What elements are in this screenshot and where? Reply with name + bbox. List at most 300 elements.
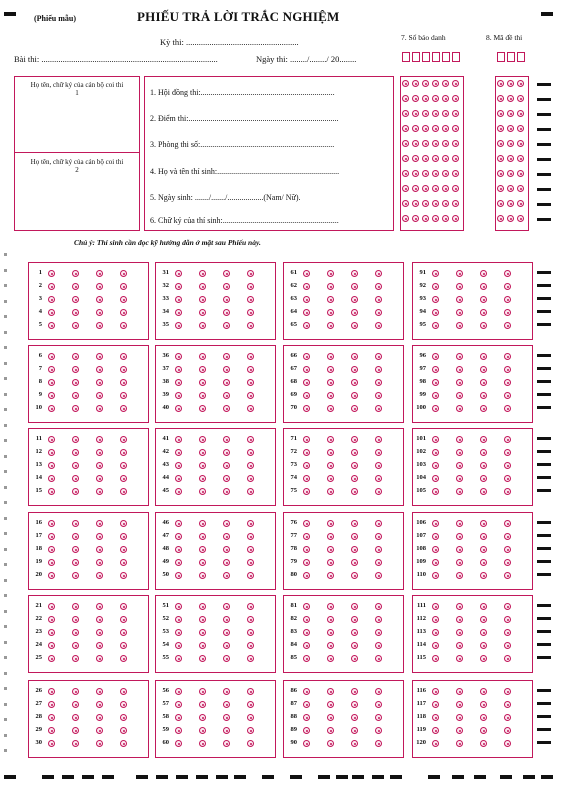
answer-bubble[interactable] xyxy=(327,462,334,469)
answer-bubble[interactable] xyxy=(480,603,487,610)
answer-bubble[interactable] xyxy=(247,688,254,695)
answer-bubble[interactable] xyxy=(375,642,382,649)
id-bubble[interactable] xyxy=(497,200,504,207)
answer-bubble[interactable] xyxy=(247,379,254,386)
id-bubble[interactable] xyxy=(442,140,449,147)
answer-bubble[interactable] xyxy=(223,322,230,329)
answer-bubble[interactable] xyxy=(351,488,358,495)
answer-bubble[interactable] xyxy=(303,309,310,316)
answer-bubble[interactable] xyxy=(375,353,382,360)
id-bubble[interactable] xyxy=(517,110,524,117)
id-bubble[interactable] xyxy=(402,125,409,132)
answer-bubble[interactable] xyxy=(456,462,463,469)
answer-bubble[interactable] xyxy=(175,353,182,360)
answer-bubble[interactable] xyxy=(456,296,463,303)
answer-bubble[interactable] xyxy=(247,405,254,412)
answer-bubble[interactable] xyxy=(504,714,511,721)
answer-bubble[interactable] xyxy=(223,727,230,734)
answer-bubble[interactable] xyxy=(456,701,463,708)
answer-bubble[interactable] xyxy=(72,405,79,412)
answer-bubble[interactable] xyxy=(175,740,182,747)
answer-bubble[interactable] xyxy=(96,296,103,303)
id-bubble[interactable] xyxy=(497,140,504,147)
answer-bubble[interactable] xyxy=(199,475,206,482)
answer-bubble[interactable] xyxy=(351,283,358,290)
answer-bubble[interactable] xyxy=(120,740,127,747)
answer-bubble[interactable] xyxy=(303,727,310,734)
answer-bubble[interactable] xyxy=(480,714,487,721)
id-bubble[interactable] xyxy=(432,140,439,147)
answer-bubble[interactable] xyxy=(120,642,127,649)
answer-bubble[interactable] xyxy=(120,727,127,734)
answer-bubble[interactable] xyxy=(199,533,206,540)
id-bubble[interactable] xyxy=(442,185,449,192)
answer-bubble[interactable] xyxy=(175,405,182,412)
digit-entry-box[interactable] xyxy=(442,52,450,62)
answer-bubble[interactable] xyxy=(120,296,127,303)
answer-bubble[interactable] xyxy=(432,392,439,399)
answer-bubble[interactable] xyxy=(247,462,254,469)
answer-bubble[interactable] xyxy=(456,629,463,636)
id-bubble[interactable] xyxy=(432,155,439,162)
answer-bubble[interactable] xyxy=(48,322,55,329)
answer-bubble[interactable] xyxy=(432,488,439,495)
answer-bubble[interactable] xyxy=(199,296,206,303)
id-bubble[interactable] xyxy=(507,185,514,192)
answer-bubble[interactable] xyxy=(480,353,487,360)
answer-bubble[interactable] xyxy=(480,701,487,708)
id-bubble[interactable] xyxy=(412,215,419,222)
answer-bubble[interactable] xyxy=(480,727,487,734)
answer-bubble[interactable] xyxy=(303,616,310,623)
answer-bubble[interactable] xyxy=(351,546,358,553)
answer-bubble[interactable] xyxy=(247,392,254,399)
answer-bubble[interactable] xyxy=(175,572,182,579)
answer-bubble[interactable] xyxy=(48,309,55,316)
id-bubble[interactable] xyxy=(507,170,514,177)
answer-bubble[interactable] xyxy=(96,714,103,721)
answer-bubble[interactable] xyxy=(96,727,103,734)
answer-bubble[interactable] xyxy=(504,309,511,316)
id-bubble[interactable] xyxy=(402,80,409,87)
answer-bubble[interactable] xyxy=(456,616,463,623)
answer-bubble[interactable] xyxy=(351,462,358,469)
answer-bubble[interactable] xyxy=(375,701,382,708)
answer-bubble[interactable] xyxy=(456,392,463,399)
answer-bubble[interactable] xyxy=(456,688,463,695)
answer-bubble[interactable] xyxy=(223,701,230,708)
answer-bubble[interactable] xyxy=(351,629,358,636)
answer-bubble[interactable] xyxy=(504,546,511,553)
answer-bubble[interactable] xyxy=(175,520,182,527)
answer-bubble[interactable] xyxy=(96,475,103,482)
answer-bubble[interactable] xyxy=(199,366,206,373)
answer-bubble[interactable] xyxy=(432,436,439,443)
id-bubble[interactable] xyxy=(497,185,504,192)
answer-bubble[interactable] xyxy=(199,603,206,610)
answer-bubble[interactable] xyxy=(303,462,310,469)
answer-bubble[interactable] xyxy=(175,603,182,610)
answer-bubble[interactable] xyxy=(223,714,230,721)
answer-bubble[interactable] xyxy=(72,740,79,747)
answer-bubble[interactable] xyxy=(120,488,127,495)
digit-entry-box[interactable] xyxy=(432,52,440,62)
id-bubble[interactable] xyxy=(452,170,459,177)
id-bubble[interactable] xyxy=(497,80,504,87)
id-bubble[interactable] xyxy=(452,95,459,102)
id-bubble[interactable] xyxy=(452,140,459,147)
answer-bubble[interactable] xyxy=(432,296,439,303)
answer-bubble[interactable] xyxy=(120,366,127,373)
answer-bubble[interactable] xyxy=(223,629,230,636)
answer-bubble[interactable] xyxy=(72,616,79,623)
answer-bubble[interactable] xyxy=(375,714,382,721)
answer-bubble[interactable] xyxy=(247,642,254,649)
answer-bubble[interactable] xyxy=(432,727,439,734)
answer-bubble[interactable] xyxy=(223,405,230,412)
answer-bubble[interactable] xyxy=(96,546,103,553)
answer-bubble[interactable] xyxy=(223,488,230,495)
id-bubble[interactable] xyxy=(517,125,524,132)
answer-bubble[interactable] xyxy=(175,322,182,329)
answer-bubble[interactable] xyxy=(223,655,230,662)
answer-bubble[interactable] xyxy=(327,559,334,566)
answer-bubble[interactable] xyxy=(456,520,463,527)
answer-bubble[interactable] xyxy=(351,701,358,708)
id-bubble[interactable] xyxy=(422,185,429,192)
answer-bubble[interactable] xyxy=(375,559,382,566)
answer-bubble[interactable] xyxy=(504,642,511,649)
answer-bubble[interactable] xyxy=(375,436,382,443)
id-bubble[interactable] xyxy=(442,80,449,87)
answer-bubble[interactable] xyxy=(175,546,182,553)
answer-bubble[interactable] xyxy=(199,546,206,553)
answer-bubble[interactable] xyxy=(175,629,182,636)
answer-bubble[interactable] xyxy=(456,283,463,290)
answer-bubble[interactable] xyxy=(351,642,358,649)
answer-bubble[interactable] xyxy=(504,296,511,303)
answer-bubble[interactable] xyxy=(120,405,127,412)
answer-bubble[interactable] xyxy=(375,405,382,412)
answer-bubble[interactable] xyxy=(375,616,382,623)
id-bubble[interactable] xyxy=(452,155,459,162)
answer-bubble[interactable] xyxy=(456,353,463,360)
answer-bubble[interactable] xyxy=(199,688,206,695)
id-bubble[interactable] xyxy=(422,95,429,102)
answer-bubble[interactable] xyxy=(375,322,382,329)
answer-bubble[interactable] xyxy=(48,688,55,695)
answer-bubble[interactable] xyxy=(72,392,79,399)
answer-bubble[interactable] xyxy=(351,520,358,527)
id-bubble[interactable] xyxy=(507,80,514,87)
answer-bubble[interactable] xyxy=(327,727,334,734)
answer-bubble[interactable] xyxy=(327,296,334,303)
answer-bubble[interactable] xyxy=(504,462,511,469)
answer-bubble[interactable] xyxy=(223,366,230,373)
answer-bubble[interactable] xyxy=(120,688,127,695)
answer-bubble[interactable] xyxy=(247,701,254,708)
answer-bubble[interactable] xyxy=(351,603,358,610)
answer-bubble[interactable] xyxy=(96,379,103,386)
answer-bubble[interactable] xyxy=(120,475,127,482)
answer-bubble[interactable] xyxy=(327,322,334,329)
answer-bubble[interactable] xyxy=(303,449,310,456)
answer-bubble[interactable] xyxy=(327,379,334,386)
answer-bubble[interactable] xyxy=(72,353,79,360)
id-bubble[interactable] xyxy=(452,200,459,207)
answer-bubble[interactable] xyxy=(223,353,230,360)
answer-bubble[interactable] xyxy=(504,270,511,277)
answer-bubble[interactable] xyxy=(120,379,127,386)
answer-bubble[interactable] xyxy=(120,449,127,456)
answer-bubble[interactable] xyxy=(432,462,439,469)
answer-bubble[interactable] xyxy=(351,405,358,412)
answer-bubble[interactable] xyxy=(247,714,254,721)
digit-entry-box[interactable] xyxy=(402,52,410,62)
answer-bubble[interactable] xyxy=(223,688,230,695)
id-bubble[interactable] xyxy=(422,80,429,87)
answer-bubble[interactable] xyxy=(223,559,230,566)
answer-bubble[interactable] xyxy=(175,436,182,443)
id-bubble[interactable] xyxy=(422,200,429,207)
answer-bubble[interactable] xyxy=(96,629,103,636)
answer-bubble[interactable] xyxy=(96,520,103,527)
id-bubble[interactable] xyxy=(402,140,409,147)
answer-bubble[interactable] xyxy=(375,533,382,540)
answer-bubble[interactable] xyxy=(96,740,103,747)
answer-bubble[interactable] xyxy=(375,688,382,695)
answer-bubble[interactable] xyxy=(72,655,79,662)
answer-bubble[interactable] xyxy=(303,353,310,360)
answer-bubble[interactable] xyxy=(480,629,487,636)
answer-bubble[interactable] xyxy=(247,488,254,495)
answer-bubble[interactable] xyxy=(120,283,127,290)
answer-bubble[interactable] xyxy=(375,270,382,277)
answer-bubble[interactable] xyxy=(303,379,310,386)
answer-bubble[interactable] xyxy=(96,655,103,662)
answer-bubble[interactable] xyxy=(432,533,439,540)
id-bubble[interactable] xyxy=(412,200,419,207)
answer-bubble[interactable] xyxy=(199,309,206,316)
answer-bubble[interactable] xyxy=(504,283,511,290)
answer-bubble[interactable] xyxy=(48,283,55,290)
answer-bubble[interactable] xyxy=(247,296,254,303)
answer-bubble[interactable] xyxy=(327,688,334,695)
answer-bubble[interactable] xyxy=(175,642,182,649)
answer-bubble[interactable] xyxy=(199,520,206,527)
answer-bubble[interactable] xyxy=(480,475,487,482)
answer-bubble[interactable] xyxy=(96,533,103,540)
id-bubble[interactable] xyxy=(402,95,409,102)
answer-bubble[interactable] xyxy=(375,520,382,527)
answer-bubble[interactable] xyxy=(223,436,230,443)
id-bubble[interactable] xyxy=(412,170,419,177)
answer-bubble[interactable] xyxy=(504,520,511,527)
answer-bubble[interactable] xyxy=(432,572,439,579)
answer-bubble[interactable] xyxy=(303,366,310,373)
answer-bubble[interactable] xyxy=(480,366,487,373)
answer-bubble[interactable] xyxy=(199,655,206,662)
answer-bubble[interactable] xyxy=(120,309,127,316)
answer-bubble[interactable] xyxy=(375,546,382,553)
answer-bubble[interactable] xyxy=(199,727,206,734)
id-bubble[interactable] xyxy=(412,95,419,102)
answer-bubble[interactable] xyxy=(327,449,334,456)
answer-bubble[interactable] xyxy=(120,392,127,399)
answer-bubble[interactable] xyxy=(199,559,206,566)
id-bubble[interactable] xyxy=(517,215,524,222)
answer-bubble[interactable] xyxy=(247,283,254,290)
answer-bubble[interactable] xyxy=(375,740,382,747)
answer-bubble[interactable] xyxy=(223,270,230,277)
answer-bubble[interactable] xyxy=(96,572,103,579)
answer-bubble[interactable] xyxy=(303,546,310,553)
answer-bubble[interactable] xyxy=(327,366,334,373)
digit-entry-box[interactable] xyxy=(412,52,420,62)
id-bubble[interactable] xyxy=(507,95,514,102)
answer-bubble[interactable] xyxy=(351,436,358,443)
id-bubble[interactable] xyxy=(422,215,429,222)
answer-bubble[interactable] xyxy=(375,296,382,303)
answer-bubble[interactable] xyxy=(72,366,79,373)
answer-bubble[interactable] xyxy=(375,462,382,469)
answer-bubble[interactable] xyxy=(199,462,206,469)
answer-bubble[interactable] xyxy=(456,727,463,734)
answer-bubble[interactable] xyxy=(48,520,55,527)
answer-bubble[interactable] xyxy=(456,449,463,456)
answer-bubble[interactable] xyxy=(223,309,230,316)
answer-bubble[interactable] xyxy=(120,436,127,443)
answer-bubble[interactable] xyxy=(432,603,439,610)
id-bubble[interactable] xyxy=(517,200,524,207)
answer-bubble[interactable] xyxy=(303,559,310,566)
answer-bubble[interactable] xyxy=(480,283,487,290)
answer-bubble[interactable] xyxy=(199,270,206,277)
id-bubble[interactable] xyxy=(517,170,524,177)
answer-bubble[interactable] xyxy=(351,559,358,566)
answer-bubble[interactable] xyxy=(48,392,55,399)
answer-bubble[interactable] xyxy=(456,322,463,329)
answer-bubble[interactable] xyxy=(48,642,55,649)
answer-bubble[interactable] xyxy=(351,475,358,482)
answer-bubble[interactable] xyxy=(480,740,487,747)
answer-bubble[interactable] xyxy=(456,655,463,662)
answer-bubble[interactable] xyxy=(199,449,206,456)
answer-bubble[interactable] xyxy=(175,559,182,566)
answer-bubble[interactable] xyxy=(120,520,127,527)
answer-bubble[interactable] xyxy=(480,533,487,540)
answer-bubble[interactable] xyxy=(432,379,439,386)
id-bubble[interactable] xyxy=(432,170,439,177)
digit-entry-box[interactable] xyxy=(422,52,430,62)
answer-bubble[interactable] xyxy=(96,392,103,399)
answer-bubble[interactable] xyxy=(375,488,382,495)
answer-bubble[interactable] xyxy=(96,462,103,469)
answer-bubble[interactable] xyxy=(223,520,230,527)
answer-bubble[interactable] xyxy=(432,475,439,482)
answer-bubble[interactable] xyxy=(223,572,230,579)
answer-bubble[interactable] xyxy=(72,436,79,443)
answer-bubble[interactable] xyxy=(351,366,358,373)
answer-bubble[interactable] xyxy=(504,488,511,495)
answer-bubble[interactable] xyxy=(351,688,358,695)
answer-bubble[interactable] xyxy=(480,436,487,443)
answer-bubble[interactable] xyxy=(327,533,334,540)
answer-bubble[interactable] xyxy=(303,642,310,649)
answer-bubble[interactable] xyxy=(504,449,511,456)
id-bubble[interactable] xyxy=(432,125,439,132)
answer-bubble[interactable] xyxy=(96,436,103,443)
id-bubble[interactable] xyxy=(402,215,409,222)
answer-bubble[interactable] xyxy=(504,533,511,540)
answer-bubble[interactable] xyxy=(504,353,511,360)
answer-bubble[interactable] xyxy=(351,714,358,721)
answer-bubble[interactable] xyxy=(247,436,254,443)
answer-bubble[interactable] xyxy=(175,488,182,495)
answer-bubble[interactable] xyxy=(375,572,382,579)
answer-bubble[interactable] xyxy=(175,714,182,721)
answer-bubble[interactable] xyxy=(72,379,79,386)
answer-bubble[interactable] xyxy=(456,642,463,649)
id-bubble[interactable] xyxy=(442,125,449,132)
answer-bubble[interactable] xyxy=(303,688,310,695)
answer-bubble[interactable] xyxy=(72,572,79,579)
answer-bubble[interactable] xyxy=(72,546,79,553)
answer-bubble[interactable] xyxy=(72,462,79,469)
answer-bubble[interactable] xyxy=(223,392,230,399)
answer-bubble[interactable] xyxy=(72,520,79,527)
answer-bubble[interactable] xyxy=(199,629,206,636)
answer-bubble[interactable] xyxy=(504,616,511,623)
answer-bubble[interactable] xyxy=(96,366,103,373)
answer-bubble[interactable] xyxy=(303,270,310,277)
answer-bubble[interactable] xyxy=(175,449,182,456)
id-bubble[interactable] xyxy=(432,200,439,207)
answer-bubble[interactable] xyxy=(432,546,439,553)
answer-bubble[interactable] xyxy=(375,655,382,662)
id-bubble[interactable] xyxy=(452,80,459,87)
id-bubble[interactable] xyxy=(412,155,419,162)
answer-bubble[interactable] xyxy=(48,727,55,734)
answer-bubble[interactable] xyxy=(247,533,254,540)
answer-bubble[interactable] xyxy=(199,379,206,386)
answer-bubble[interactable] xyxy=(504,701,511,708)
answer-bubble[interactable] xyxy=(72,629,79,636)
id-bubble[interactable] xyxy=(432,80,439,87)
answer-bubble[interactable] xyxy=(303,296,310,303)
id-bubble[interactable] xyxy=(497,125,504,132)
answer-bubble[interactable] xyxy=(199,616,206,623)
answer-bubble[interactable] xyxy=(480,642,487,649)
answer-bubble[interactable] xyxy=(432,629,439,636)
answer-bubble[interactable] xyxy=(175,462,182,469)
answer-bubble[interactable] xyxy=(199,436,206,443)
answer-bubble[interactable] xyxy=(96,283,103,290)
answer-bubble[interactable] xyxy=(120,353,127,360)
answer-bubble[interactable] xyxy=(351,270,358,277)
answer-bubble[interactable] xyxy=(375,475,382,482)
digit-entry-box[interactable] xyxy=(517,52,525,62)
answer-bubble[interactable] xyxy=(432,688,439,695)
answer-bubble[interactable] xyxy=(48,436,55,443)
answer-bubble[interactable] xyxy=(223,603,230,610)
answer-bubble[interactable] xyxy=(375,379,382,386)
answer-bubble[interactable] xyxy=(375,392,382,399)
answer-bubble[interactable] xyxy=(120,533,127,540)
id-bubble[interactable] xyxy=(497,170,504,177)
answer-bubble[interactable] xyxy=(327,701,334,708)
answer-bubble[interactable] xyxy=(96,449,103,456)
